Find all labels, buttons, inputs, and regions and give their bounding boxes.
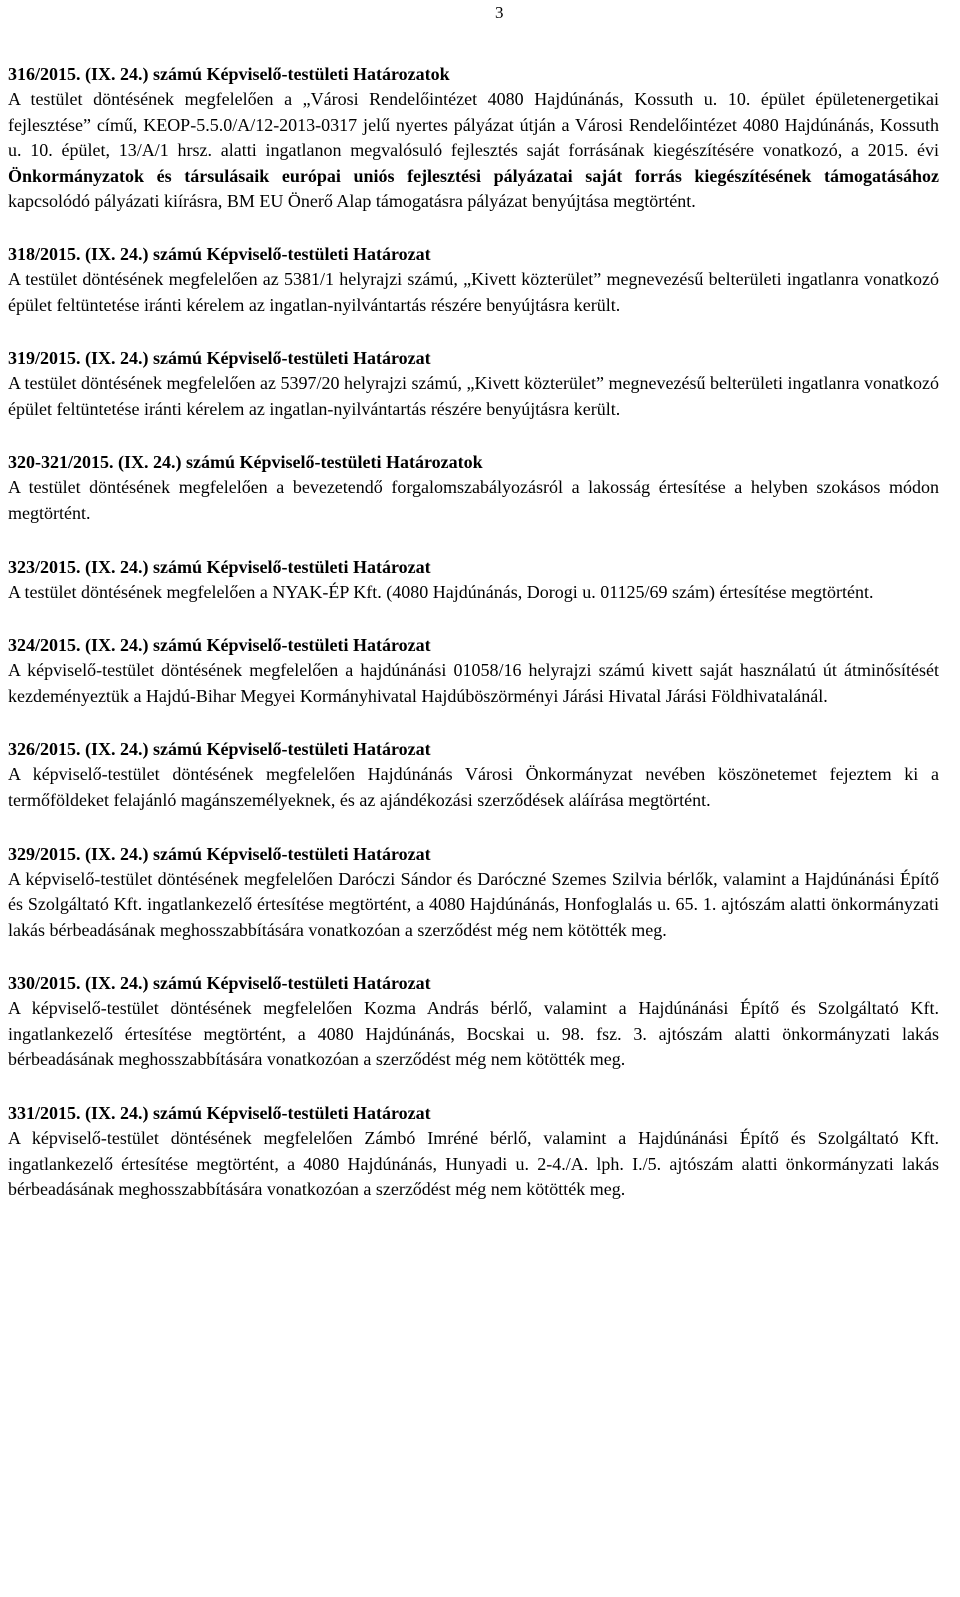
resolution-heading: 320-321/2015. (IX. 24.) számú Képviselő-testületi Határozatok	[8, 452, 483, 473]
resolution-heading: 316/2015. (IX. 24.) számú Képviselő-testületi Határozatok	[8, 64, 450, 84]
resolution-heading: 324/2015. (IX. 24.) számú Képviselő-testületi Határozat	[8, 635, 431, 656]
resolution-text: A képviselő-testület döntésének megfelelően Zámbó Imréné bérlő, valamint a Hajdúnánási Építő és Szolgáltató Kft. ingatlankezelő értesítése megtörtént, a 4080 Hajdúnánás, Hunyadi u. 2-4./A. lph. I./5. ajtószám alatti önkormányzati lakás bérbeadásának meghosszabbítására vonatkozóan a szerződést még nem kötötték meg.	[8, 1128, 939, 1200]
resolution-text: A képviselő-testület döntésének megfelelően Daróczi Sándor és Daróczné Szemes Szilvia bérlők, valamint a Hajdúnánási Építő és Szolgáltató Kft. ingatlankezelő értesítése megtörtént, a 4080 Hajdúnánás, Honfoglalás u. 65. 1. ajtószám alatti önkormányzati lakás bérbeadásának meghosszabbítására vonatkozóan a szerződést még nem kötötték meg.	[8, 868, 939, 940]
resolution-text: A testület döntésének megfelelően az 5397/20 helyrajzi számú, „Kivett közterület” megnevezésű belterületi ingatlanra vonatkozó épület feltüntetése iránti kérelem az ingatlan-nyilvántartás részére benyújtásra került.	[8, 373, 939, 419]
resolution-text-part: kapcsolódó pályázati kiírásra, BM EU Önerő Alap támogatásra pályázat benyújtása megtörtént.	[8, 191, 696, 212]
resolution-section	[8, 633, 939, 709]
resolution-section	[8, 1101, 939, 1203]
resolution-text: A képviselő-testület döntésének megfelelően a hajdúnánási 01058/16 helyrajzi számú kivett saját használatú út átminősítését kezdeményeztük a Hajdú-Bihar Megyei Kormányhivatal Hajdúböszörményi Járási Hivatal Járási Földhivatalánál.	[8, 660, 939, 706]
resolution-text: A testület döntésének megfelelően az 5381/1 helyrajzi számú, „Kivett közterület” megnevezésű belterületi ingatlanra vonatkozó épület feltüntetése iránti kérelem az ingatlan-nyilvántartás részére benyújtásra került.	[8, 268, 939, 315]
resolution-section	[8, 62, 939, 215]
document-body	[8, 62, 939, 1231]
resolution-section	[8, 346, 939, 422]
resolution-text: A képviselő-testület döntésének megfelelően Hajdúnánás Városi Önkormányzat nevében köszönetemet fejeztem ki a termőföldeket felajánló magánszemélyeknek, és az ajándékozási szerződések aláírása megtörtént.	[8, 764, 939, 810]
resolution-heading: 326/2015. (IX. 24.) számú Képviselő-testületi Határozat	[8, 739, 431, 760]
resolution-text-part: A testület döntésének megfelelően a „Városi Rendelőintézet 4080 Hajdúnánás, Kossuth u. 10. épület épületenergetikai fejlesztése” című, KEOP-5.5.0/A/12-2013-0317 jelű nyertes pályázat útján a Városi Rendelőintézet 4080 Hajdúnánás, Kossuth u. 10. épület, 13/A/1 hrsz. alatti ingatlanon megvalósuló fejlesztés saját forrásának kiegészítésére vonatkozó, a 2015. évi	[8, 89, 939, 161]
resolution-text: A testület döntésének megfelelően a NYAK-ÉP Kft. (4080 Hajdúnánás, Dorogi u. 01125/69 szám) értesítése megtörtént.	[8, 581, 874, 602]
resolution-heading: 319/2015. (IX. 24.) számú Képviselő-testületi Határozat	[8, 348, 431, 369]
resolution-section	[8, 450, 939, 526]
resolution-section	[8, 842, 939, 944]
resolution-section	[8, 737, 939, 813]
resolution-heading: 323/2015. (IX. 24.) számú Képviselő-testületi Határozat	[8, 556, 431, 577]
resolution-text: A képviselő-testület döntésének megfelelően Kozma András bérlő, valamint a Hajdúnánási Építő és Szolgáltató Kft. ingatlankezelő értesítése megtörtént, a 4080 Hajdúnánás, Bocskai u. 98. fsz. 3. ajtószám alatti önkormányzati lakás bérbeadásának meghosszabbítására vonatkozóan a szerződést még nem kötötték meg.	[8, 998, 939, 1070]
resolution-heading: 318/2015. (IX. 24.) számú Képviselő-testületi Határozat	[8, 243, 431, 264]
resolution-text-bold-part: Önkormányzatok és társulásaik európai uniós fejlesztési pályázatai saját forrás kiegészítésének támogatásához	[8, 165, 939, 186]
page-number: 3	[495, 3, 504, 22]
resolution-heading: 330/2015. (IX. 24.) számú Képviselő-testületi Határozat	[8, 973, 431, 994]
resolution-section	[8, 242, 939, 318]
resolution-heading: 331/2015. (IX. 24.) számú Képviselő-testületi Határozat	[8, 1103, 431, 1124]
resolution-heading: 329/2015. (IX. 24.) számú Képviselő-testületi Határozat	[8, 843, 431, 864]
resolution-text: A testület döntésének megfelelően a bevezetendő forgalomszabályozásról a lakosság értesítése a helyben szokásos módon megtörtént.	[8, 477, 939, 523]
resolution-section	[8, 555, 939, 606]
resolution-text	[8, 87, 939, 215]
resolution-section	[8, 971, 939, 1073]
